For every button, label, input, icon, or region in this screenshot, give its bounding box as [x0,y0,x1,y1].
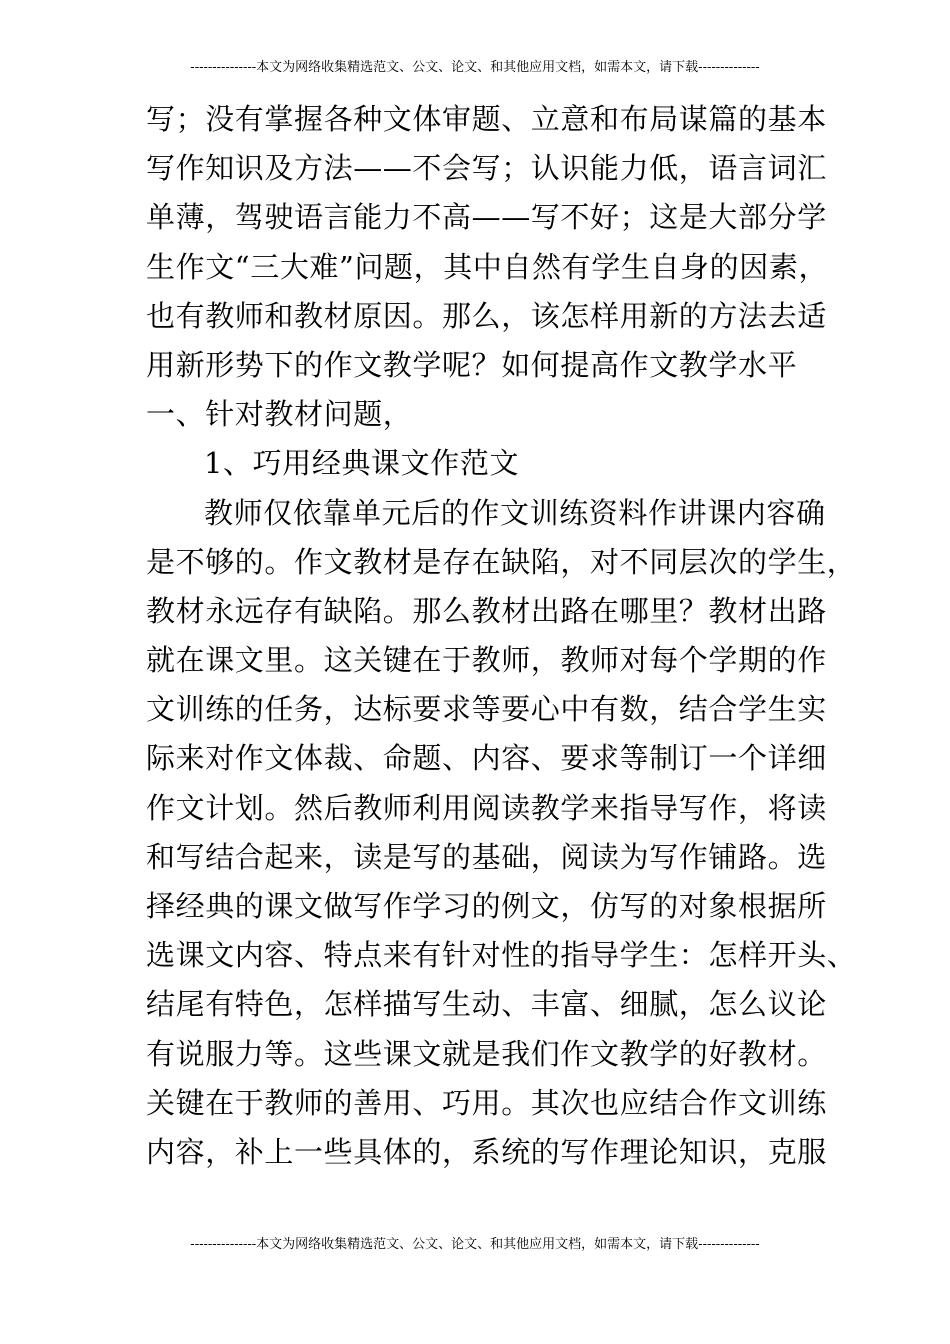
text-line: 也有教师和教材原因。那么，该怎样用新的方法去适 [146,298,827,333]
text-line: 写；没有掌握各种文体审题、立意和布局谋篇的基本 [146,102,827,136]
text-line: 有说服力等。这些课文就是我们作文教学的好教材。 [146,1036,827,1071]
text-line: 就在课文里。这关键在于教师，教师对每个学期的作 [146,643,827,678]
text-line: 文训练的任务，达标要求等要心中有数，结合学生实 [146,692,827,727]
text-line: 和写结合起来，读是写的基础，阅读为写作铺路。选 [146,839,827,874]
footer-banner: ---------------本文为网络收集精选范文、公文、论文、和其他应用文档，如需本文，请下载-------------- [190,1237,760,1252]
paragraph-start-line: 教师仅依靠单元后的作文训练资料作讲课内容确 [204,495,826,530]
text-line: 作文计划。然后教师利用阅读教学来指导写作，将读 [146,790,827,825]
text-line: 是不够的。作文教材是存在缺陷，对不同层次的学生， [146,544,857,579]
text-line: 结尾有特色，怎样描写生动、丰富、细腻，怎么议论 [146,987,827,1022]
text-line: 单薄，驾驶语言能力不高——写不好；这是大部分学 [146,200,827,235]
text-line: 教材永远存有缺陷。那么教材出路在哪里？教材出路 [146,593,827,628]
text-line: 生作文“三大难”问题，其中自然有学生自身的因素， [146,249,829,284]
text-line: 选课文内容、特点来有针对性的指导学生：怎样开头、 [146,938,857,973]
header-banner: ---------------本文为网络收集精选范文、公文、论文、和其他应用文档，如需本文，请下载-------------- [190,60,760,75]
text-line: 内容，补上一些具体的，系统的写作理论知识，克服 [146,1134,827,1169]
text-line: 用新形势下的作文教学呢？如何提高作文教学水平 [146,347,798,382]
subsection-heading: 1、巧用经典课文作范文 [204,446,520,481]
text-line: 关键在于教师的善用、巧用。其次也应结合作文训练 [146,1085,827,1120]
text-line: 际来对作文体裁、命题、内容、要求等制订一个详细 [146,741,827,776]
section-heading: 一、针对教材问题， [146,397,413,432]
text-line: 写作知识及方法——不会写；认识能力低，语言词汇 [146,151,827,186]
document-body [146,95,857,1177]
text-line: 择经典的课文做写作学习的例文，仿写的对象根据所 [146,889,827,923]
